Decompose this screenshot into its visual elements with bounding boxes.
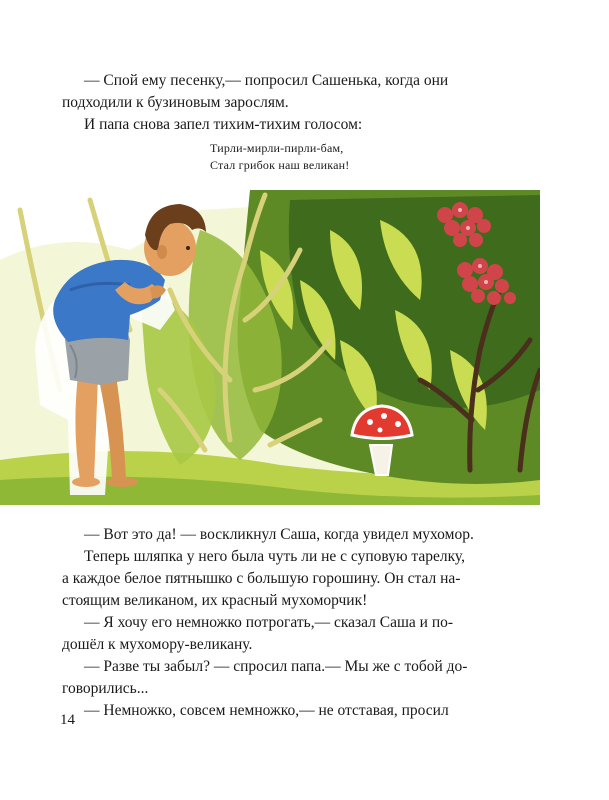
paragraph-2: [62, 114, 540, 136]
song-line: Тирли-мирли-пирли-бам,: [210, 141, 344, 155]
paragraph-line: — Разве ты забыл? — спросил папа.— Мы же с тобой до-: [84, 658, 468, 675]
forest-illustration: [0, 190, 540, 505]
paragraph-6: [62, 656, 540, 700]
paragraph-line: а каждое белое пятнышко с большую горошину. Он стал на-: [62, 570, 461, 587]
paragraph-line: говорились...: [62, 680, 149, 697]
paragraph-line: Теперь шляпка у него была чуть ли не с суповую тарелку,: [84, 548, 465, 565]
paragraph-5: [62, 612, 540, 656]
paragraph-3: [62, 524, 540, 546]
paragraph-7: [62, 700, 540, 722]
paragraph-line: — Я хочу его немножко потрогать,— сказал Саша и по-: [84, 614, 454, 631]
paragraph-line: И папа снова запел тихим-тихим голосом:: [84, 116, 363, 133]
paragraph-line: стоящим великаном, их красный мухоморчик!: [62, 592, 368, 609]
paragraph-line: — Спой ему песенку,— попросил Сашенька, когда они: [84, 72, 449, 89]
page-number: 14: [60, 712, 75, 728]
paragraph-1: [62, 70, 540, 114]
paragraph-4: [62, 546, 540, 612]
paragraph-line: — Вот это да! — воскликнул Саша, когда увидел мухомор.: [84, 526, 474, 543]
song-line: Стал грибок наш великан!: [210, 158, 350, 172]
paragraph-line: — Немножко, совсем немножко,— не отставая, просил: [84, 702, 449, 719]
paragraph-line: дошёл к мухомору-великану.: [62, 636, 253, 653]
paragraph-line: подходили к бузиновым зарослям.: [62, 94, 289, 111]
song-verse: [210, 140, 349, 174]
